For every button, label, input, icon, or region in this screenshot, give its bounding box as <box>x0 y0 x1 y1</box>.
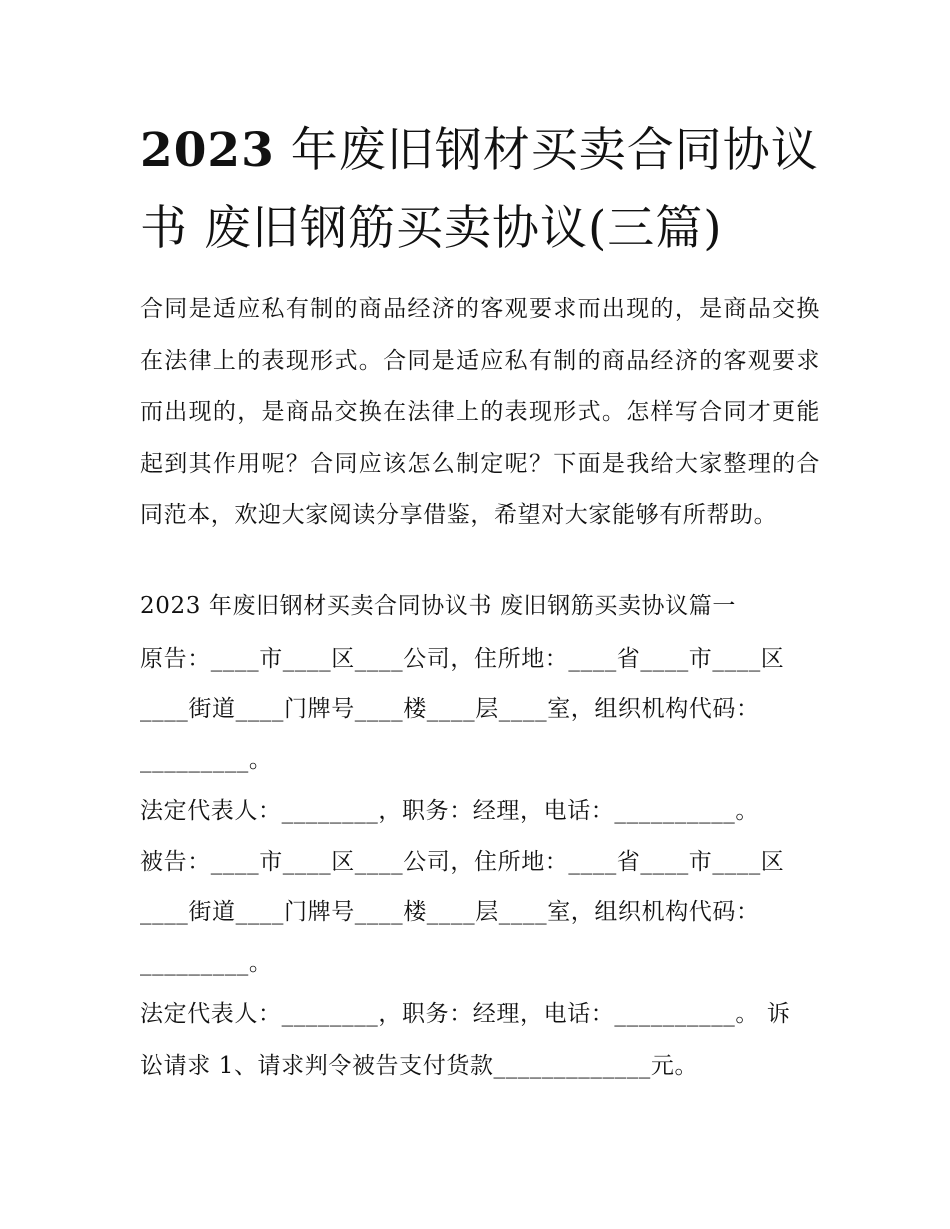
title-text: 年废旧钢材买卖合同协议书 废旧钢筋买卖协议(三篇) <box>140 123 819 256</box>
defendant-line-1: 被告：____市____区____公司，住所地：____省____市____区 <box>140 849 785 875</box>
defendant-representative-line: 法定代表人：________，职务：经理，电话：__________。 诉 <box>140 1001 791 1027</box>
title-year: 2023 <box>140 123 275 178</box>
document-title <box>140 112 820 268</box>
plaintiff-representative-line: 法定代表人：________，职务：经理，电话：__________。 <box>140 798 759 824</box>
plaintiff-line-3: _________。 <box>140 747 273 773</box>
defendant-line-2: ____街道____门牌号____楼____层____室，组织机构代码： <box>140 899 760 925</box>
defendant-line-3: _________。 <box>140 950 273 976</box>
section-heading: 2023 年废旧钢材买卖合同协议书 废旧钢筋买卖协议篇一 <box>140 593 736 619</box>
plaintiff-line-2: ____街道____门牌号____楼____层____室，组织机构代码： <box>140 696 760 722</box>
claim-line: 讼请求 1、请求判令被告支付货款_____________元。 <box>140 1053 699 1079</box>
plaintiff-line-1: 原告：____市____区____公司，住所地：____省____市____区 <box>140 646 785 672</box>
intro-paragraph: 合同是适应私有制的商品经济的客观要求而出现的，是商品交换在法律上的表现形式。合同是适应私有制的商品经济的客观要求而出现的，是商品交换在法律上的表现形式。怎样写合同才更能起到其作用呢？合同应该怎么制定呢？下面是我给大家整理的合同范本，欢迎大家阅读分享借鉴，希望对大家能够有所帮助。 <box>140 296 820 528</box>
document-page <box>140 112 820 1079</box>
